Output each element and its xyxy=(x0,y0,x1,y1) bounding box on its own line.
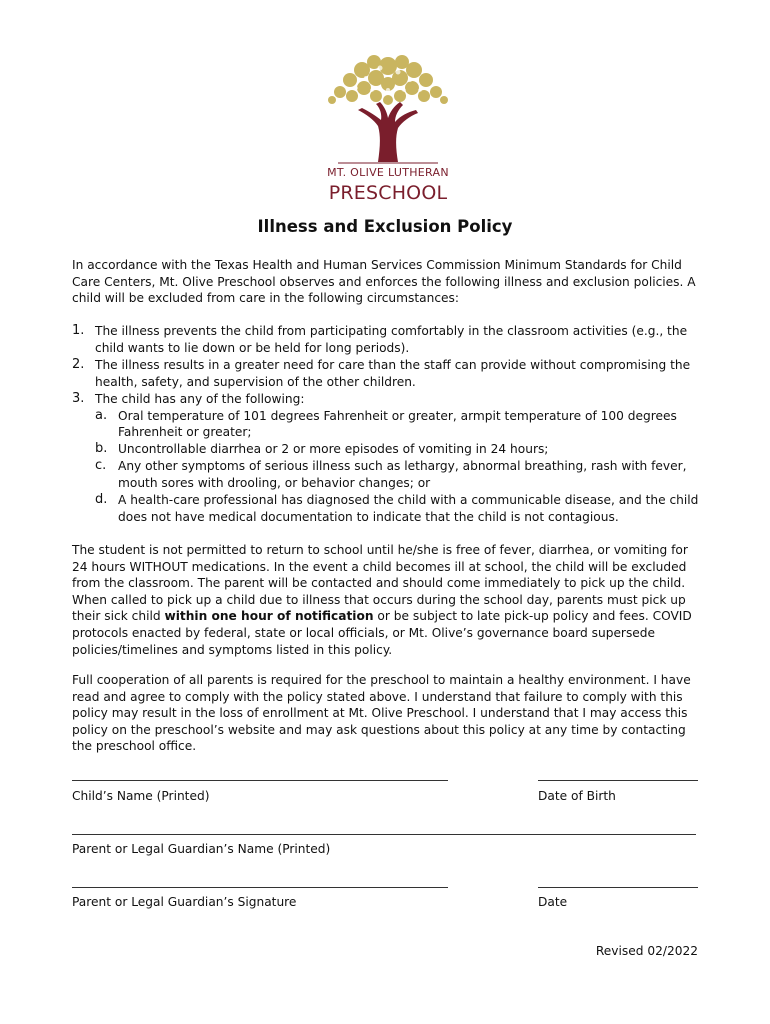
criteria-number: 3. xyxy=(72,390,85,406)
return-policy-text-start: The student is not permitted to return to school until he/she is free of fever, diarrhea, or vomiting for 24 hours WITHOUT medications. In the event a child becomes ill at school, the child will be excluded from the classroom. The parent will be contacted and should come immediately to pick up the child. When called to pick up a child due to illness that occurs during the school day, parents must pick up their sick child xyxy=(72,543,688,624)
return-policy-paragraph xyxy=(72,542,702,658)
page-title: Illness and Exclusion Policy xyxy=(257,217,513,236)
symptom-item xyxy=(95,458,702,492)
symptom-item xyxy=(95,492,702,526)
symptom-letter: a. xyxy=(95,407,108,423)
symptom-item xyxy=(95,441,702,458)
symptom-text: A health-care professional has diagnosed the child with a communicable disease, and the child does not have medical documentation to indicate that the child is not contagious. xyxy=(118,493,699,524)
date-of-birth-line[interactable] xyxy=(538,780,698,781)
criteria-text: The illness results in a greater need for care than the staff can provide without compromising the health, safety, and supervision of the other children. xyxy=(95,357,691,389)
exclusion-criteria-list xyxy=(72,323,702,526)
criteria-item xyxy=(72,391,702,526)
symptoms-list xyxy=(95,408,702,526)
symptom-item xyxy=(95,408,702,442)
criteria-text: The child has any of the following: xyxy=(95,391,305,406)
return-policy-text-end: or be subject to late pick-up policy and fees. COVID protocols enacted by federal, state or local officials, or Mt. Olive’s governance board supersede policies/timelines and symptoms listed in this policy. xyxy=(72,609,692,657)
symptom-text: Any other symptoms of serious illness such as lethargy, abnormal breathing, rash with fever, mouth sores with drooling, or behavior changes; or xyxy=(118,459,687,491)
symptom-letter: d. xyxy=(95,492,108,508)
child-name-signature-line[interactable] xyxy=(72,780,448,781)
symptom-letter: c. xyxy=(95,458,107,474)
date-label: Date xyxy=(538,895,568,909)
school-logo xyxy=(318,50,458,210)
agreement-paragraph: Full cooperation of all parents is required for the preschool to maintain a healthy environment. I have read and agree to comply with the policy stated above. I understand that failure to comply with this policy may result in the loss of enrollment at Mt. Olive Preschool. I understand that I may access this policy on the preschool’s website and may ask questions about this policy at any time by contacting the preschool office. xyxy=(72,673,691,754)
criteria-number: 2. xyxy=(72,356,85,372)
symptom-text: Oral temperature of 101 degrees Fahrenheit or greater, armpit temperature of 100 degrees Fahrenheit or greater; xyxy=(118,408,677,440)
date-of-birth-label: Date of Birth xyxy=(538,789,616,803)
logo-school-name-bottom: PRESCHOOL xyxy=(328,182,448,204)
date-line[interactable] xyxy=(538,887,698,888)
criteria-item xyxy=(72,323,702,357)
intro-paragraph: In accordance with the Texas Health and Human Services Commission Minimum Standards for Child Care Centers, Mt. Olive Preschool observes and enforces the following illness and exclusion policies. A child will be excluded from care in the following circumstances: xyxy=(72,258,696,306)
guardian-signature-line[interactable] xyxy=(72,887,448,888)
guardian-name-line[interactable] xyxy=(72,834,696,835)
symptom-text: Uncontrollable diarrhea or 2 or more episodes of vomiting in 24 hours; xyxy=(118,442,549,457)
tree-logo-icon xyxy=(318,50,458,170)
symptom-letter: b. xyxy=(95,441,108,457)
guardian-signature-label: Parent or Legal Guardian’s Signature xyxy=(72,895,297,909)
guardian-name-label: Parent or Legal Guardian’s Name (Printed) xyxy=(72,842,331,856)
criteria-text: The illness prevents the child from participating comfortably in the classroom activities (e.g., the child wants to lie down or be held for long periods). xyxy=(95,324,688,355)
revision-date: Revised 02/2022 xyxy=(595,944,698,958)
criteria-item xyxy=(72,357,702,391)
logo-school-name-top: MT. OLIVE LUTHERAN xyxy=(327,166,449,179)
child-name-label: Child’s Name (Printed) xyxy=(72,789,210,803)
criteria-number: 1. xyxy=(72,323,85,338)
pickup-deadline-emphasis: within one hour of notification xyxy=(164,609,374,624)
